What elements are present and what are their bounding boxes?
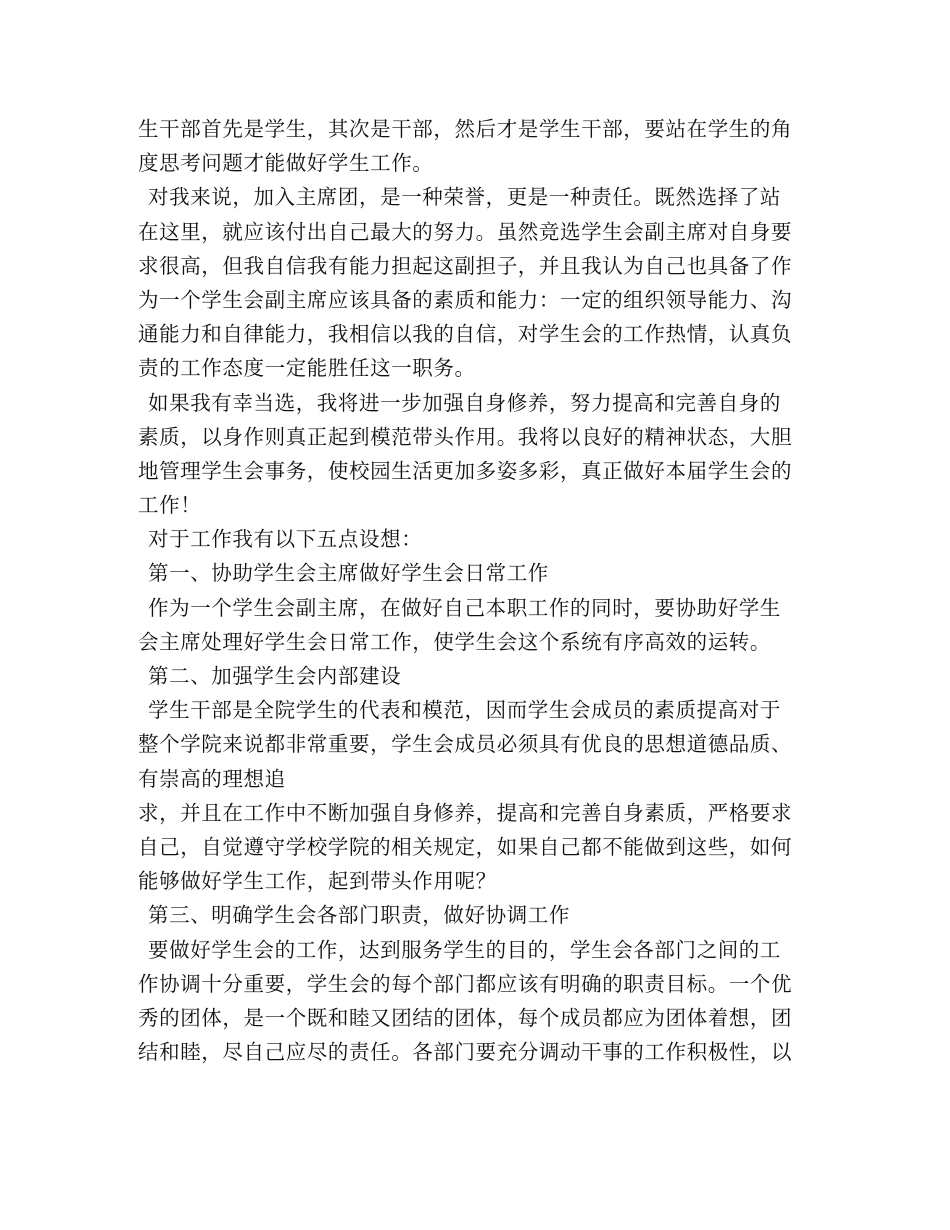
section-heading: 第二、加强学生会内部建设 [148,664,402,688]
text-line: 会主席处理好学生会日常工作，使学生会这个系统有序高效的运转。 [138,629,771,654]
text-line: 结和睦，尽自己应尽的责任。各部门要充分调动干事的工作积极性，以 [138,1040,793,1065]
paragraph-first-line: 学生干部是全院学生的代表和模范，因而学生会成员的素质提高对于 [148,698,781,723]
text-line: 在这里，就应该付出自己最大的努力。虽然竞选学生会副主席对自身要 [138,219,793,244]
paragraph-first-line: 如果我有幸当选，我将进一步加强自身修养，努力提高和完善自身的 [148,390,781,415]
text-line: 作协调十分重要，学生会的每个部门都应该有明确的职责目标。一个优 [138,971,793,996]
paragraph-first-line: 要做好学生会的工作，达到服务学生的目的，学生会各部门之间的工 [148,937,781,962]
text-line: 自己，自觉遵守学校学院的相关规定，如果自己都不能做到这些，如何 [138,834,793,859]
section-heading: 第一、协助学生会主席做好学生会日常工作 [148,561,549,586]
text-line: 整个学院来说都非常重要，学生会成员必须具有优良的思想道德品质、 [138,732,793,757]
text-line: 求很高，但我自信我有能力担起这副担子，并且我认为自己也具备了作 [138,253,793,278]
text-line: 地管理学生会事务，使校园生活更加多姿多彩，真正做好本届学生会的 [138,458,793,483]
text-line: 责的工作态度一定能胜任这一职务。 [138,356,476,381]
text-line: 求，并且在工作中不断加强自身修养，提高和完善自身素质，严格要求 [138,800,793,825]
section-heading: 第三、明确学生会各部门职责，做好协调工作 [148,903,570,928]
text-line: 为一个学生会副主席应该具备的素质和能力：一定的组织领导能力、沟 [138,287,793,312]
text-line: 度思考问题才能做好学生工作。 [138,151,434,176]
text-line: 工作！ [138,493,202,518]
paragraph-first-line: 对于工作我有以下五点设想： [148,527,423,552]
text-line: 能够做好学生工作，起到带头作用呢？ [138,869,497,894]
text-line: 素质，以身作则真正起到模范带头作用。我将以良好的精神状态，大胆 [138,424,793,449]
document-body [138,112,814,1069]
text-line: 生干部首先是学生，其次是干部，然后才是学生干部，要站在学生的角 [138,117,793,141]
paragraph-first-line: 作为一个学生会副主席，在做好自己本职工作的同时，要协助好学生 [148,595,781,620]
text-line: 通能力和自律能力，我相信以我的自信，对学生会的工作热情，认真负 [138,322,793,347]
text-line: 有崇高的理想追 [138,766,286,791]
text-line: 秀的团体，是一个既和睦又团结的团体，每个成员都应为团体着想，团 [138,1005,793,1030]
paragraph-first-line: 对我来说，加入主席团，是一种荣誉，更是一种责任。既然选择了站 [148,185,781,210]
